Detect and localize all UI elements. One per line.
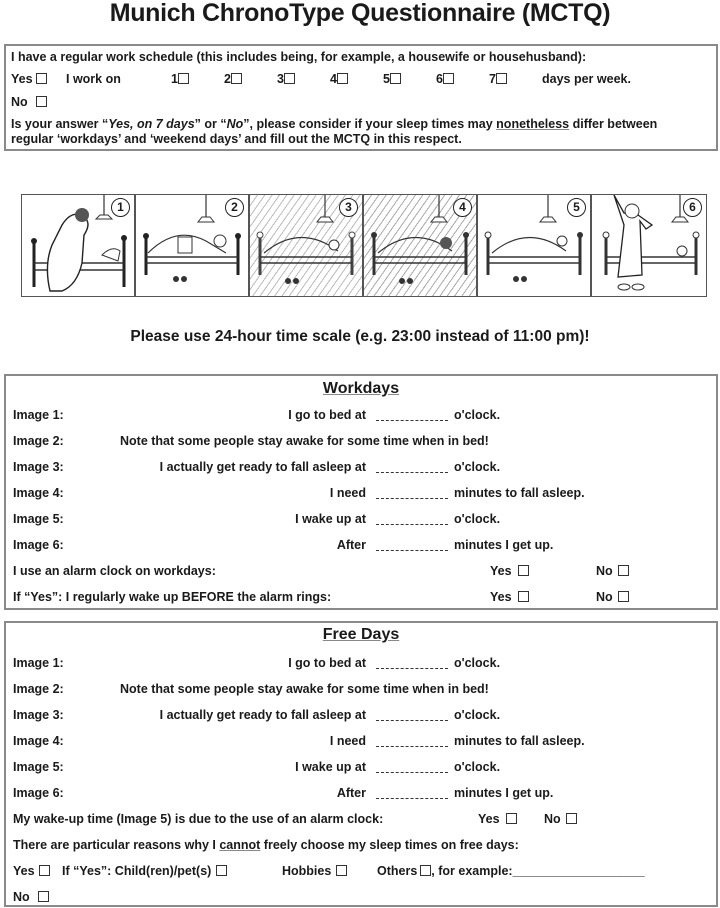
panel-3 xyxy=(249,194,363,297)
page-title: Munich ChronoType Questionnaire (MCTQ) xyxy=(109,0,611,27)
checkbox[interactable] xyxy=(566,813,577,824)
row-text: I actually get ready to fall asleep at xyxy=(159,460,366,474)
panel-1 xyxy=(21,194,135,297)
work-on-label: I work on xyxy=(66,72,121,86)
checkbox[interactable] xyxy=(39,865,50,876)
panel-2 xyxy=(135,194,249,297)
row-label: Image 5: xyxy=(13,760,64,774)
day-label: 3 xyxy=(277,72,284,86)
hobbies-option[interactable] xyxy=(282,864,347,879)
checkbox[interactable] xyxy=(506,813,517,824)
row-text: I need xyxy=(329,734,366,748)
freedays-sleep-latency-input[interactable] xyxy=(376,734,448,749)
row-text: After xyxy=(336,538,366,552)
schedule-note-line2: regular ‘workdays’ and ‘weekend days’ and fill out the MCTQ in this respect. xyxy=(11,132,462,146)
row-label: Image 3: xyxy=(13,708,64,722)
row-unit: o'clock. xyxy=(454,460,501,474)
checkbox[interactable] xyxy=(518,591,529,602)
no-label: No xyxy=(544,812,561,826)
yes-label: Yes xyxy=(490,564,512,578)
reasons-yes-option[interactable] xyxy=(13,864,50,879)
days-per-week-label: days per week. xyxy=(542,72,631,86)
day-checkbox[interactable] xyxy=(390,73,401,84)
row-text: I wake up at xyxy=(295,760,366,774)
row-text: After xyxy=(336,786,366,800)
before-alarm-question: If “Yes”: I regularly wake up BEFORE the alarm rings: xyxy=(13,590,332,604)
freedays-alarm-no-option[interactable] xyxy=(544,812,577,827)
row-unit: o'clock. xyxy=(454,512,501,526)
schedule-no-label: No xyxy=(11,95,28,109)
day-checkbox[interactable] xyxy=(284,73,295,84)
hobbies-label: Hobbies xyxy=(282,864,332,878)
day-label: 7 xyxy=(489,72,496,86)
checkbox[interactable] xyxy=(420,865,431,876)
no-label: No xyxy=(596,564,613,578)
day-label: 4 xyxy=(330,72,337,86)
day-option-4[interactable] xyxy=(330,72,348,87)
row-text: I need xyxy=(329,486,366,500)
alarm-question: I use an alarm clock on workdays: xyxy=(13,564,216,578)
checkbox[interactable] xyxy=(216,865,227,876)
day-option-6[interactable] xyxy=(436,72,454,87)
schedule-note-line1: Is your answer “Yes, on 7 days” or “No”, please consider if your sleep times may nonetheless differ between xyxy=(11,117,658,131)
yes-label: Yes xyxy=(478,812,500,826)
workdays-section xyxy=(4,374,718,610)
reasons-no-option[interactable] xyxy=(13,890,49,905)
checkbox[interactable] xyxy=(38,891,49,902)
freedays-sleep-prep-input[interactable] xyxy=(376,708,448,723)
day-option-1[interactable] xyxy=(171,72,189,87)
panel-number: 2 xyxy=(225,198,244,217)
day-label: 2 xyxy=(224,72,231,86)
row-note: Note that some people stay awake for some time when in bed! xyxy=(120,434,489,448)
workdays-title: Workdays xyxy=(322,380,400,397)
row-unit: o'clock. xyxy=(454,656,501,670)
checkbox[interactable] xyxy=(518,565,529,576)
day-label: 5 xyxy=(383,72,390,86)
row-label: Image 3: xyxy=(13,460,64,474)
children-pets-option[interactable] xyxy=(62,864,227,879)
workdays-bedtime-input[interactable] xyxy=(376,408,448,423)
freedays-alarm-question: My wake-up time (Image 5) is due to the use of an alarm clock: xyxy=(13,812,384,826)
for-example-input[interactable]: , for example:___________________ xyxy=(431,864,645,878)
free-days-title: Free Days xyxy=(322,626,400,643)
panel-4 xyxy=(363,194,477,297)
row-text: I actually get ready to fall asleep at xyxy=(159,708,366,722)
day-option-5[interactable] xyxy=(383,72,401,87)
panel-number: 6 xyxy=(683,198,702,217)
workdays-sleep-latency-input[interactable] xyxy=(376,486,448,501)
checkbox[interactable] xyxy=(336,865,347,876)
day-checkbox[interactable] xyxy=(178,73,189,84)
before-alarm-no-option[interactable] xyxy=(596,590,629,605)
reasons-question: There are particular reasons why I cannot freely choose my sleep times on free days: xyxy=(13,838,519,852)
schedule-yes-label: Yes xyxy=(11,72,33,86)
row-unit: o'clock. xyxy=(454,760,501,774)
row-label: Image 5: xyxy=(13,512,64,526)
workdays-sleep-prep-input[interactable] xyxy=(376,460,448,475)
schedule-yes-option[interactable] xyxy=(11,72,47,87)
row-unit: minutes to fall asleep. xyxy=(454,734,585,748)
children-pets-label: If “Yes”: Child(ren)/pet(s) xyxy=(62,864,212,878)
checkbox[interactable] xyxy=(618,565,629,576)
yes-label: Yes xyxy=(13,864,35,878)
schedule-no-checkbox[interactable] xyxy=(36,96,47,107)
alarm-no-option[interactable] xyxy=(596,564,629,579)
panel-number: 1 xyxy=(111,198,130,217)
panel-number: 3 xyxy=(339,198,358,217)
row-label: Image 4: xyxy=(13,486,64,500)
row-unit: minutes I get up. xyxy=(454,538,554,552)
row-unit: o'clock. xyxy=(454,708,501,722)
freedays-bedtime-input[interactable] xyxy=(376,656,448,671)
alarm-yes-option[interactable] xyxy=(490,564,529,579)
day-checkbox[interactable] xyxy=(337,73,348,84)
row-text: I go to bed at xyxy=(288,408,366,422)
schedule-yes-checkbox[interactable] xyxy=(36,73,47,84)
row-label: Image 6: xyxy=(13,538,64,552)
row-unit: minutes I get up. xyxy=(454,786,554,800)
others-label: Others xyxy=(377,864,418,878)
row-note: Note that some people stay awake for some time when in bed! xyxy=(120,682,489,696)
schedule-question: I have a regular work schedule (this includes being, for example, a housewife or househusband): xyxy=(11,50,587,64)
row-text: I wake up at xyxy=(295,512,366,526)
before-alarm-yes-option[interactable] xyxy=(490,590,529,605)
row-unit: minutes to fall asleep. xyxy=(454,486,585,500)
day-checkbox[interactable] xyxy=(231,73,242,84)
row-label: Image 2: xyxy=(13,682,64,696)
free-days-section xyxy=(4,621,718,907)
row-label: Image 2: xyxy=(13,434,64,448)
work-schedule-section xyxy=(4,44,718,151)
workdays-getup-input[interactable] xyxy=(376,538,448,553)
day-label: 6 xyxy=(436,72,443,86)
row-unit: o'clock. xyxy=(454,408,501,422)
workdays-wakeup-input[interactable] xyxy=(376,512,448,527)
row-text: I go to bed at xyxy=(288,656,366,670)
row-label: Image 4: xyxy=(13,734,64,748)
no-label: No xyxy=(13,890,30,904)
schedule-no-option[interactable] xyxy=(11,95,47,110)
day-checkbox[interactable] xyxy=(443,73,454,84)
row-label: Image 1: xyxy=(13,656,64,670)
row-label: Image 6: xyxy=(13,786,64,800)
freedays-alarm-yes-option[interactable] xyxy=(478,812,517,827)
day-option-3[interactable] xyxy=(277,72,295,87)
checkbox[interactable] xyxy=(618,591,629,602)
panel-5 xyxy=(477,194,591,297)
others-option[interactable] xyxy=(377,864,645,879)
freedays-getup-input[interactable] xyxy=(376,786,448,801)
no-label: No xyxy=(596,590,613,604)
day-option-2[interactable] xyxy=(224,72,242,87)
time-scale-note: Please use 24-hour time scale (e.g. 23:00 instead of 11:00 pm)! xyxy=(130,328,590,345)
day-option-7[interactable] xyxy=(489,72,507,87)
day-checkbox[interactable] xyxy=(496,73,507,84)
day-label: 1 xyxy=(171,72,178,86)
panel-number: 5 xyxy=(567,198,586,217)
yes-label: Yes xyxy=(490,590,512,604)
panel-6 xyxy=(591,194,707,297)
freedays-wakeup-input[interactable] xyxy=(376,760,448,775)
panel-number: 4 xyxy=(453,198,472,217)
row-label: Image 1: xyxy=(13,408,64,422)
